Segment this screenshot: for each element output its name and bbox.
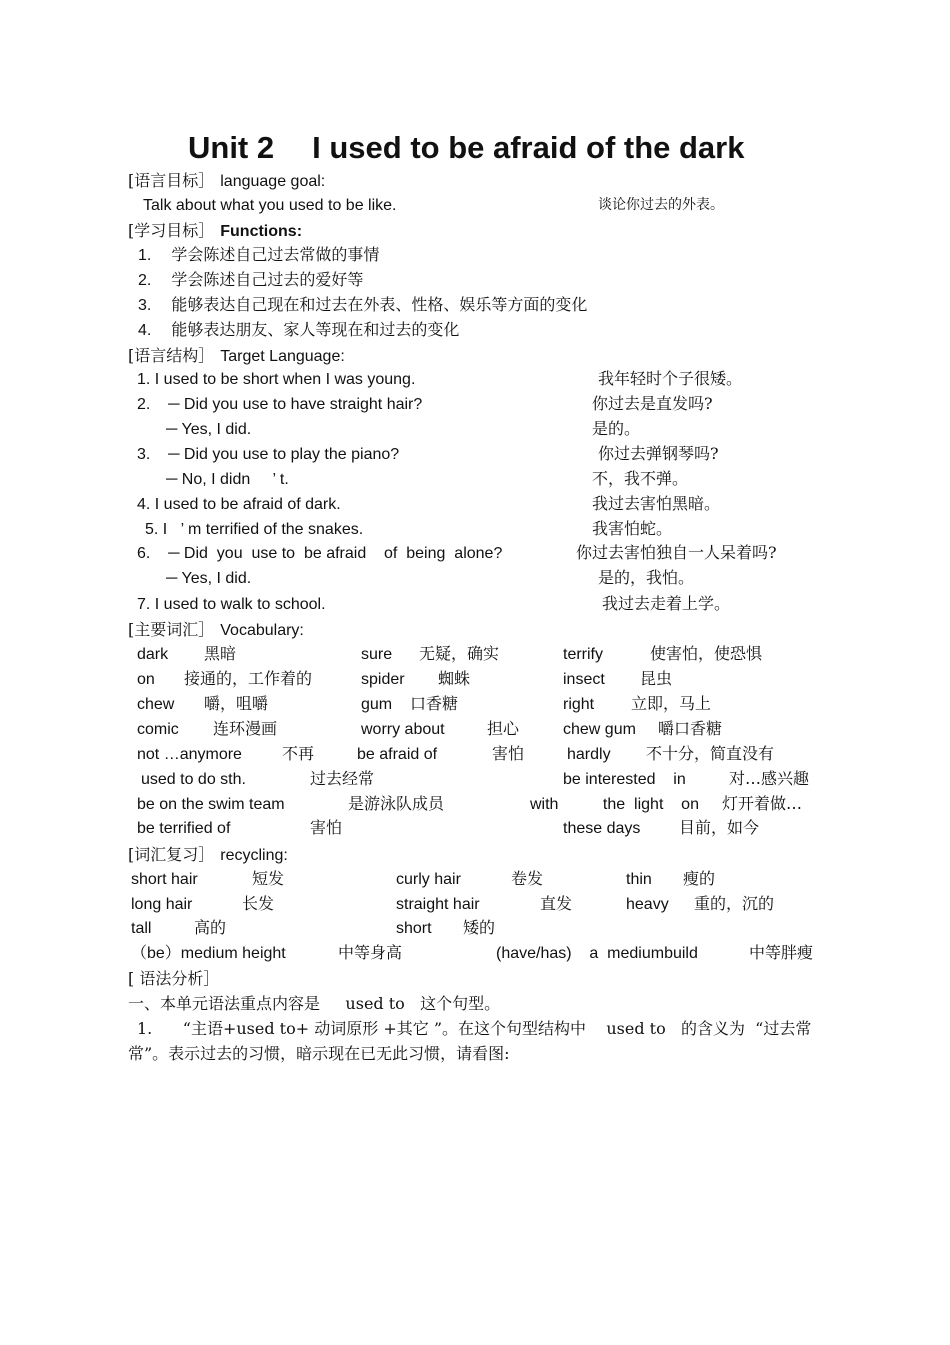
vocab-word: dark [137,646,169,663]
vocab-meaning: 嚼口香糖 [658,719,723,738]
recycling-word: thin [626,871,652,888]
vocab-word: these days [563,820,641,837]
target-line-en: ─ Yes, I did. [166,421,252,438]
recycling-word: heavy [626,896,669,913]
vocab-word: be terrified of [137,820,231,837]
recycling-meaning: 直发 [540,894,573,913]
recycling-word: （be）medium height [131,945,286,962]
vocab-meaning: 担心 [487,719,520,738]
functions-bracket: [学习目标］ [128,221,215,240]
vocab-meaning: 无疑，确实 [419,644,500,663]
grammar-header: [ 语法分析］ [128,969,220,988]
vocab-meaning: 过去经常 [310,769,375,788]
vocab-meaning: 立即，马上 [631,694,712,713]
target-line-en: 3. ─ Did you use to play the piano? [137,446,400,463]
grammar-paragraph-line: 1. “主语+used to+ 动词原形 +其它 ”。在这个句型结构中 used to 的含义为 “过去常 [137,1019,812,1038]
recycling-header [128,847,288,864]
vocab-word: be interested in [563,771,686,788]
vocab-word: chew [137,696,175,713]
target-label: Target Language: [220,348,345,365]
target-line-cn: 我过去害怕黑暗。 [592,494,721,513]
vocab-word: sure [361,646,393,663]
goal-header [128,173,325,190]
target-line-en: ─ No, I didn ’ t. [166,471,289,488]
goal-label: language goal: [220,173,326,190]
target-line-cn: 你过去弹钢琴吗? [598,444,719,463]
vocab-word: with the light on [530,796,699,813]
vocab-word: used to do sth. [141,771,246,788]
target-bracket: [语言结构］ [128,346,215,365]
page-title [188,132,744,163]
target-line-cn: 我年轻时个子很矮。 [598,369,743,388]
vocab-meaning: 害怕 [310,818,343,837]
vocab-word: be on the swim team [137,796,285,813]
vocab-meaning: 灯开着做… [722,794,803,813]
target-line-cn: 是的，我怕。 [598,568,695,587]
vocab-word: spider [361,671,405,688]
recycling-meaning: 短发 [252,869,285,888]
vocab-meaning: 使害怕，使恐惧 [650,644,763,663]
recycling-bracket: [词汇复习］ [128,845,215,864]
vocab-meaning: 黑暗 [204,644,237,663]
vocab-meaning: 昆虫 [640,669,673,688]
functions-header [128,223,302,240]
target-line-en: ─ Yes, I did. [166,570,252,587]
vocab-meaning: 害怕 [492,744,525,763]
vocab-meaning: 嚼，咀嚼 [204,694,269,713]
vocab-meaning: 口香糖 [410,694,459,713]
vocab-meaning: 对…感兴趣 [729,769,810,788]
function-item: 3. 能够表达自己现在和过去在外表、性格、娱乐等方面的变化 [138,295,588,314]
vocab-meaning: 是游泳队成员 [348,794,445,813]
function-item: 2. 学会陈述自己过去的爱好等 [138,270,364,289]
recycling-meaning: 瘦的 [683,869,716,888]
vocab-word: be afraid of [357,746,438,763]
vocab-meaning: 不十分，简直没有 [646,744,775,763]
recycling-meaning: 中等身高 [338,943,403,962]
recycling-word: tall [131,920,152,937]
vocab-bracket: [主要词汇］ [128,620,215,639]
vocab-word: right [563,696,595,713]
unit-title: I used to be afraid of the dark [312,130,745,165]
vocab-word: comic [137,721,179,738]
unit-label: Unit 2 [188,130,275,165]
recycling-word: long hair [131,896,193,913]
recycling-meaning: 长发 [242,894,275,913]
target-line-cn: 我害怕蛇。 [592,519,673,538]
functions-label: Functions: [220,223,303,240]
recycling-label: recycling: [220,847,288,864]
vocab-header [128,622,304,639]
vocab-meaning: 连环漫画 [213,719,278,738]
vocab-word: terrify [563,646,603,663]
recycling-word: short hair [131,871,198,888]
recycling-word: short [396,920,432,937]
recycling-meaning: 卷发 [511,869,544,888]
target-line-en: 7. I used to walk to school. [137,596,326,613]
vocab-word: worry about [361,721,445,738]
recycling-word: curly hair [396,871,461,888]
vocab-word: not …anymore [137,746,242,763]
target-line-en: 1. I used to be short when I was young. [137,371,416,388]
vocab-meaning: 不再 [282,744,315,763]
target-line-en: 6. ─ Did you use to be afraid of being alone? [137,545,503,562]
vocab-word: chew gum [563,721,636,738]
goal-cn: 谈论你过去的外表。 [598,197,724,213]
recycling-word: straight hair [396,896,480,913]
vocab-word: gum [361,696,393,713]
function-item: 1. 学会陈述自己过去常做的事情 [138,245,380,264]
target-line-cn: 是的。 [592,419,641,438]
recycling-meaning: 重的，沉的 [694,894,775,913]
target-line-cn: 我过去走着上学。 [602,594,731,613]
target-header [128,348,345,365]
vocab-word: hardly [567,746,611,763]
goal-bracket: [语言目标］ [128,171,215,190]
vocab-meaning: 蜘蛛 [438,669,471,688]
vocab-meaning: 目前，如今 [679,818,760,837]
target-line-en: 4. I used to be afraid of dark. [137,496,341,513]
vocab-word: on [137,671,155,688]
recycling-meaning: 中等胖瘦 [749,943,814,962]
recycling-meaning: 高的 [194,918,227,937]
vocab-meaning: 接通的，工作着的 [184,669,313,688]
target-line-en: 5. I ’ m terrified of the snakes. [145,521,364,538]
recycling-meaning: 矮的 [463,918,496,937]
target-line-cn: 不，我不弹。 [592,469,689,488]
vocab-label: Vocabulary: [220,622,304,639]
vocab-word: insect [563,671,605,688]
target-line-cn: 你过去害怕独自一人呆着吗? [576,543,777,562]
goal-en: Talk about what you used to be like. [143,197,397,214]
grammar-paragraph-line: 常”。表示过去的习惯，暗示现在已无此习惯，请看图: [128,1044,510,1063]
recycling-word: (have/has) a mediumbuild [496,945,698,962]
grammar-intro: 一、本单元语法重点内容是 used to 这个句型。 [128,994,501,1013]
function-item: 4. 能够表达朋友、家人等现在和过去的变化 [138,320,460,339]
target-line-cn: 你过去是直发吗? [592,394,713,413]
target-line-en: 2. ─ Did you use to have straight hair? [137,396,423,413]
